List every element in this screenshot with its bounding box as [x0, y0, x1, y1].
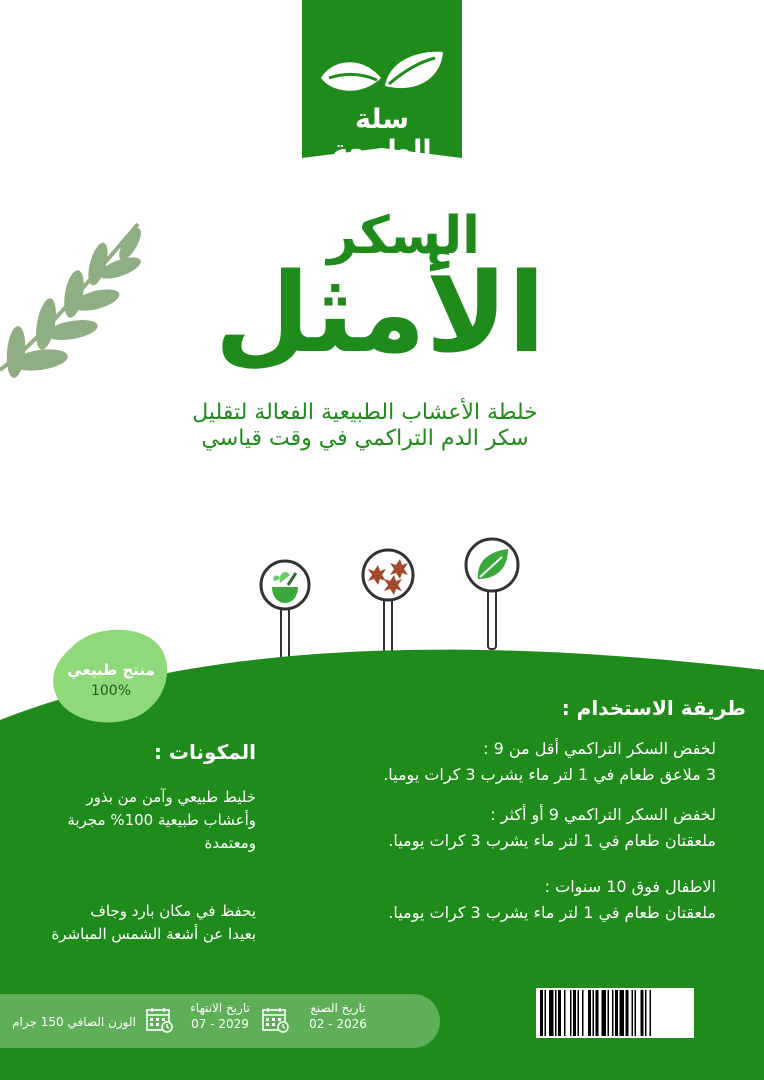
twin-leaves-icon — [319, 48, 445, 98]
usage-dose: 3 ملاعق طعام في 1 لتر ماء يشرب 3 كرات يوميا. — [383, 765, 716, 784]
calendar-icon — [146, 1007, 174, 1033]
badge-percent: 100% — [90, 683, 132, 699]
usage-item — [316, 736, 716, 788]
net-weight: الوزن الصافي 150 جرام — [12, 1015, 136, 1029]
ingredients-line: خليط طبيعي وآمن من بذور — [86, 788, 256, 806]
subtitle-line-1: خلطة الأعشاب الطبيعية الفعالة لتقليل — [192, 400, 538, 425]
production-date: 2026 - 02 — [309, 1017, 367, 1031]
ingredients-line: ومعتمدة — [204, 834, 256, 852]
usage-item — [316, 874, 716, 926]
mortar-herbs-icon — [272, 572, 298, 603]
barcode-number: 000334986 0 — [566, 1046, 664, 1061]
title-line-2: الأمثل — [214, 249, 546, 377]
expiry-label: تاريخ الانتهاء — [190, 1001, 250, 1015]
usage-condition: الاطفال فوق 10 سنوات : — [544, 877, 716, 896]
info-bar — [0, 994, 440, 1048]
ingredients-line: وأعشاب طبيعية 100% مجربة — [67, 811, 256, 829]
usage-condition: لخفض السكر التراكمي أقل من 9 : — [483, 739, 716, 758]
badge-text: منتج طبيعي — [67, 661, 155, 679]
storage-line: يحفظ في مكان بارد وجاف — [90, 902, 256, 920]
usage-title: طريقة الاستخدام : — [561, 696, 746, 720]
calendar-icon — [262, 1007, 290, 1033]
subtitle — [150, 400, 580, 452]
expiry-date-cell — [180, 1000, 260, 1032]
title-line-1: السكر — [327, 206, 480, 266]
production-date-cell — [296, 1000, 380, 1032]
herb-sprig-icon — [0, 220, 150, 420]
brand-tab — [302, 0, 462, 170]
usage-item — [316, 802, 716, 854]
storage-line: بعيدا عن أشعة الشمس المباشرة — [51, 925, 256, 943]
ingredients-text — [26, 786, 256, 855]
ingredients-title: المكونات : — [153, 740, 256, 764]
natural-product-badge — [52, 625, 170, 725]
production-label: تاريخ الصنع — [310, 1001, 366, 1015]
subtitle-line-2: سكر الدم التراكمي في وقت قياسي — [201, 426, 529, 451]
expiry-date: 2029 - 07 — [191, 1017, 249, 1031]
usage-dose: ملعقتان طعام في 1 لتر ماء يشرب 3 كرات يوميا. — [388, 831, 716, 850]
storage-text — [16, 900, 256, 946]
usage-dose: ملعقتان طعام في 1 لتر ماء يشرب 3 كرات يوميا. — [388, 903, 716, 922]
usage-condition: لخفض السكر التراكمي 9 أو أكثر : — [490, 805, 716, 824]
barcode — [536, 988, 694, 1038]
brand-name: سلة الطبيعة — [332, 104, 432, 166]
